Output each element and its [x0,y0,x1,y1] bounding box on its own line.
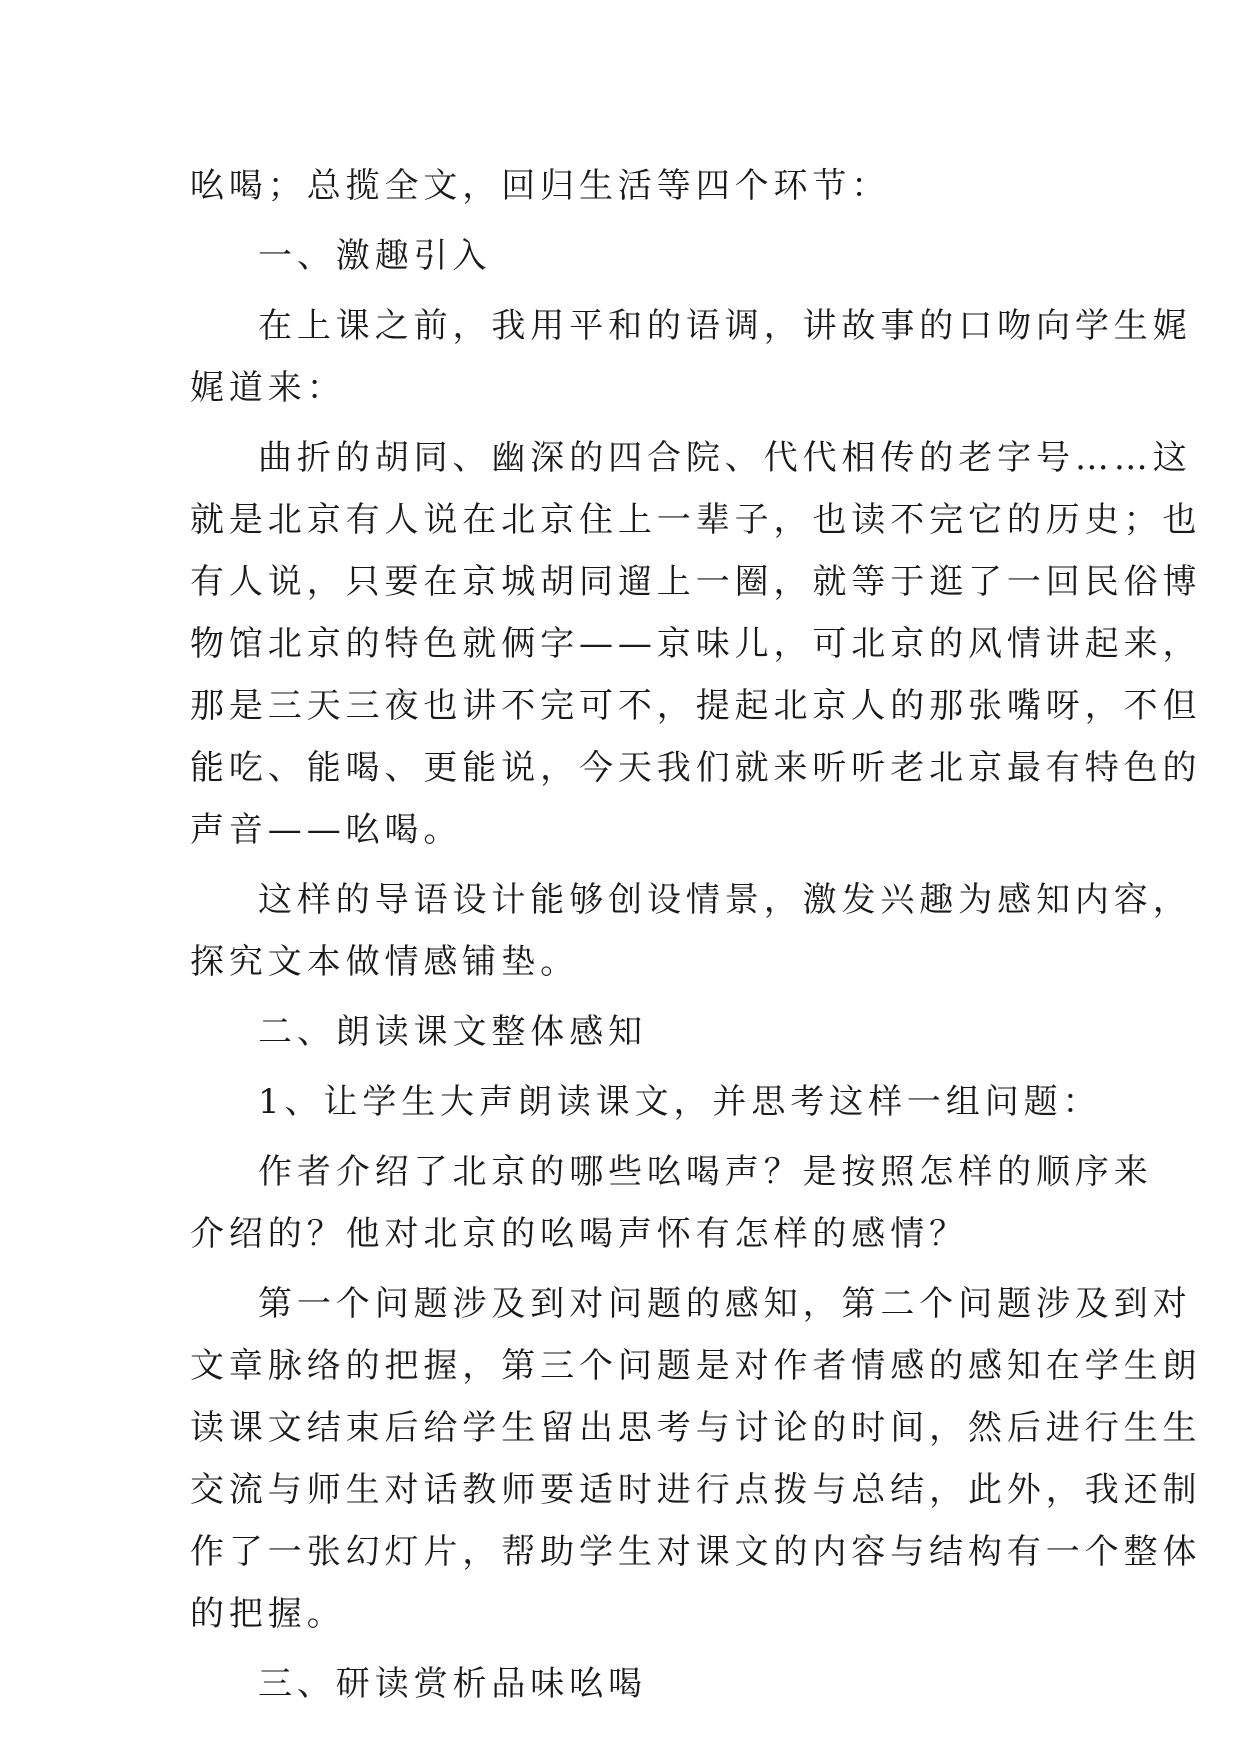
paragraph-before-class [190,295,1192,419]
section-heading-3 [190,1653,1050,1715]
text-line: 读课文结束后给学生留出思考与讨论的时间，然后进行生生 [190,1408,1202,1448]
text-line: 声音——吆喝。 [190,810,463,850]
intro-continuation [190,155,1050,217]
text-line: 1、让学生大声朗读课文，并思考这样一组问题： [258,1082,1102,1122]
section-heading-2 [190,1001,1050,1063]
text-line: 吆喝；总揽全文，回归生活等四个环节： [190,166,891,206]
text-line: 娓道来： [190,368,346,408]
paragraph-story [190,427,1202,861]
text-line: 作者介绍了北京的哪些吆喝声？是按照怎样的顺序来 [258,1152,1153,1192]
text-line: 作了一张幻灯片，帮助学生对课文的内容与结构有一个整体 [190,1532,1202,1572]
text-line: 这样的导语设计能够创设情景，激发兴趣为感知内容， [258,880,1192,920]
text-line: 有人说，只要在京城胡同遛上一圈，就等于逛了一回民俗博 [190,562,1202,602]
heading-line: 一、激趣引入 [258,236,492,276]
section-heading-1 [190,225,1050,287]
text-line: 物馆北京的特色就俩字——京味儿，可北京的风情讲起来， [190,624,1202,664]
text-line: 文章脉络的把握，第三个问题是对作者情感的感知在学生朗 [190,1346,1202,1386]
paragraph-step-1 [190,1071,1102,1133]
paragraph-questions [190,1141,1153,1265]
text-line: 的把握。 [190,1594,346,1634]
text-line: 能吃、能喝、更能说，今天我们就来听听老北京最有特色的 [190,748,1202,788]
text-line: 那是三天三夜也讲不完可不，提起北京人的那张嘴呀，不但 [190,686,1202,726]
text-line: 交流与师生对话教师要适时进行点拨与总结，此外，我还制 [190,1470,1202,1510]
text-line: 介绍的？他对北京的吆喝声怀有怎样的感情？ [190,1214,968,1254]
heading-line: 三、研读赏析品味吆喝 [258,1664,647,1704]
text-line: 就是北京有人说在北京住上一辈子，也读不完它的历史；也 [190,500,1202,540]
text-line: 第一个问题涉及到对问题的感知，第二个问题涉及到对 [258,1284,1192,1324]
text-line: 曲折的胡同、幽深的四合院、代代相传的老字号……这 [258,438,1192,478]
paragraph-analysis [190,1273,1202,1645]
paragraph-guide-design [190,869,1192,993]
text-line: 探究文本做情感铺垫。 [190,942,579,982]
document-body [190,155,1202,1715]
text-line: 在上课之前，我用平和的语调，讲故事的口吻向学生娓 [258,306,1192,346]
heading-line: 二、朗读课文整体感知 [258,1012,647,1052]
